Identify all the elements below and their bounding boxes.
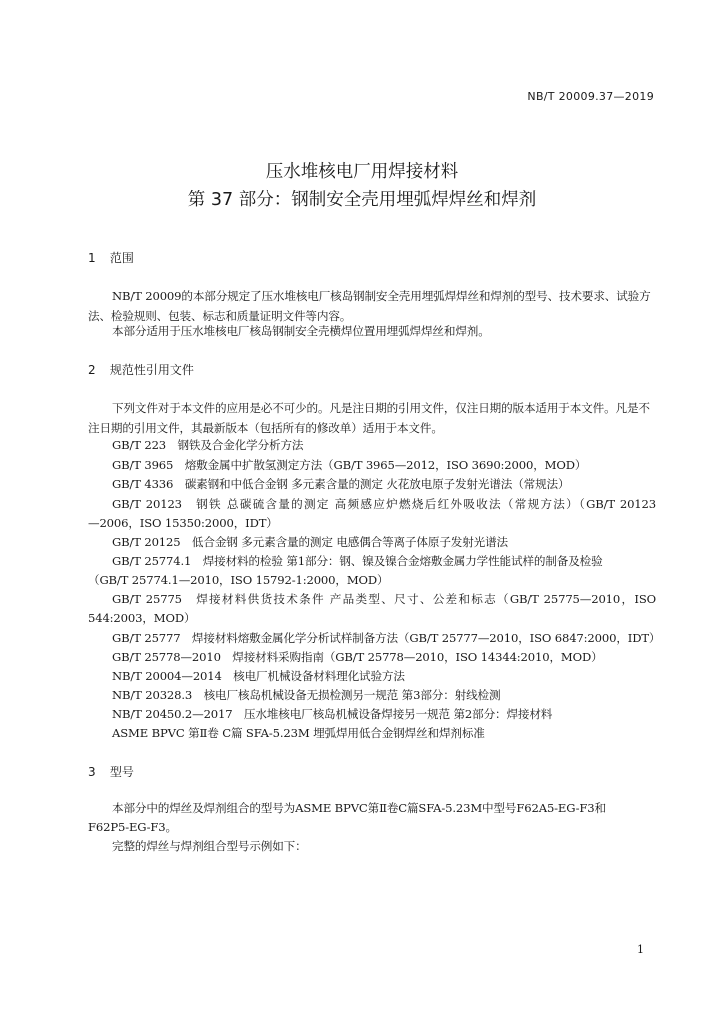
reference-item: GB/T 20125 低合金钢 多元素含量的测定 电感偶合等离子体原子发射光谱法 [112, 535, 508, 549]
section-title: 规范性引用文件 [109, 363, 194, 377]
reference-item: GB/T 3965 熔敷金属中扩散氢测定方法（GB/T 3965—2012，ISO 3690:2000，MOD） [112, 458, 587, 472]
document-title [0, 158, 724, 214]
section-1-paragraph-1: NB/T 20009的本部分规定了压水堆核电厂核岛钢制安全壳用埋弧焊焊丝和焊剂的型号、技术要求、试验方法、检验规则、包装、标志和质量证明文件等内容。 [88, 289, 651, 323]
reference-item: GB/T 25778—2010 焊接材料采购指南（GB/T 25778—2010，ISO 14344:2010，MOD） [112, 650, 603, 664]
section-number: 1 [88, 251, 96, 265]
reference-item-continuation: —2006，ISO 15350:2000，IDT） [88, 516, 278, 530]
reference-item: ASME BPVC 第Ⅱ卷 C篇 SFA-5.23M 埋弧焊用低合金钢焊丝和焊剂标准 [112, 726, 485, 740]
section-3-heading [88, 763, 134, 780]
reference-item: NB/T 20328.3 核电厂核岛机械设备无损检测另一规范 第3部分：射线检测 [112, 688, 501, 702]
reference-item: GB/T 25774.1 焊接材料的检验 第1部分：钢、镍及镍合金熔敷金属力学性能试样的制备及检验 [112, 554, 603, 568]
reference-item: GB/T 223 钢铁及合金化学分析方法 [112, 438, 304, 452]
section-title: 范围 [109, 251, 134, 265]
section-3-paragraph-1: 本部分中的焊丝及焊剂组合的型号为ASME BPVC第Ⅱ卷C篇SFA-5.23M中型号F62A5-EG-F3和 [112, 801, 606, 815]
section-2-heading [88, 361, 194, 378]
section-3-paragraph-2: 完整的焊丝与焊剂组合型号示例如下： [112, 839, 307, 853]
section-3-paragraph-1-continuation: F62P5-EG-F3。 [88, 820, 177, 834]
section-2-intro: 下列文件对于本文件的应用是必不可少的。凡是注日期的引用文件，仅注日期的版本适用于本文件。凡是不注日期的引用文件，其最新版本（包括所有的修改单）适用于本文件。 [88, 401, 650, 435]
section-title: 型号 [109, 765, 134, 779]
reference-item: GB/T 25777 焊接材料熔敷金属化学分析试样制备方法（GB/T 25777—2010，ISO 6847:2000，IDT） [112, 631, 661, 645]
section-1-heading [88, 249, 134, 266]
reference-item-continuation: （GB/T 25774.1—2010，ISO 15792-1:2000，MOD） [88, 573, 389, 587]
section-1-paragraph-2: 本部分适用于压水堆核电厂核岛钢制安全壳横焊位置用埋弧焊焊丝和焊剂。 [112, 324, 490, 338]
title-line-2: 第 37 部分：钢制安全壳用埋弧焊焊丝和焊剂 [187, 190, 537, 210]
page-number: 1 [637, 943, 644, 956]
reference-item: GB/T 25775 焊接材料供货技术条件 产品类型、尺寸、公差和标志（GB/T 25775—2010，ISO [112, 592, 656, 606]
title-line-1: 压水堆核电厂用焊接材料 [265, 162, 459, 182]
section-number: 3 [88, 765, 96, 779]
section-number: 2 [88, 363, 96, 377]
reference-item-continuation: 544:2003，MOD） [88, 611, 196, 625]
reference-item: NB/T 20450.2—2017 压水堆核电厂核岛机械设备焊接另一规范 第2部分：焊接材料 [112, 707, 553, 721]
reference-item: NB/T 20004—2014 核电厂机械设备材料理化试验方法 [112, 669, 405, 683]
standard-code: NB/T 20009.37—2019 [527, 90, 654, 103]
reference-item: GB/T 4336 碳素钢和中低合金钢 多元素含量的测定 火花放电原子发射光谱法（常规法） [112, 477, 570, 491]
reference-item: GB/T 20123 钢铁 总碳硫含量的测定 高频感应炉燃烧后红外吸收法（常规方法）（GB/T 20123 [112, 497, 656, 511]
